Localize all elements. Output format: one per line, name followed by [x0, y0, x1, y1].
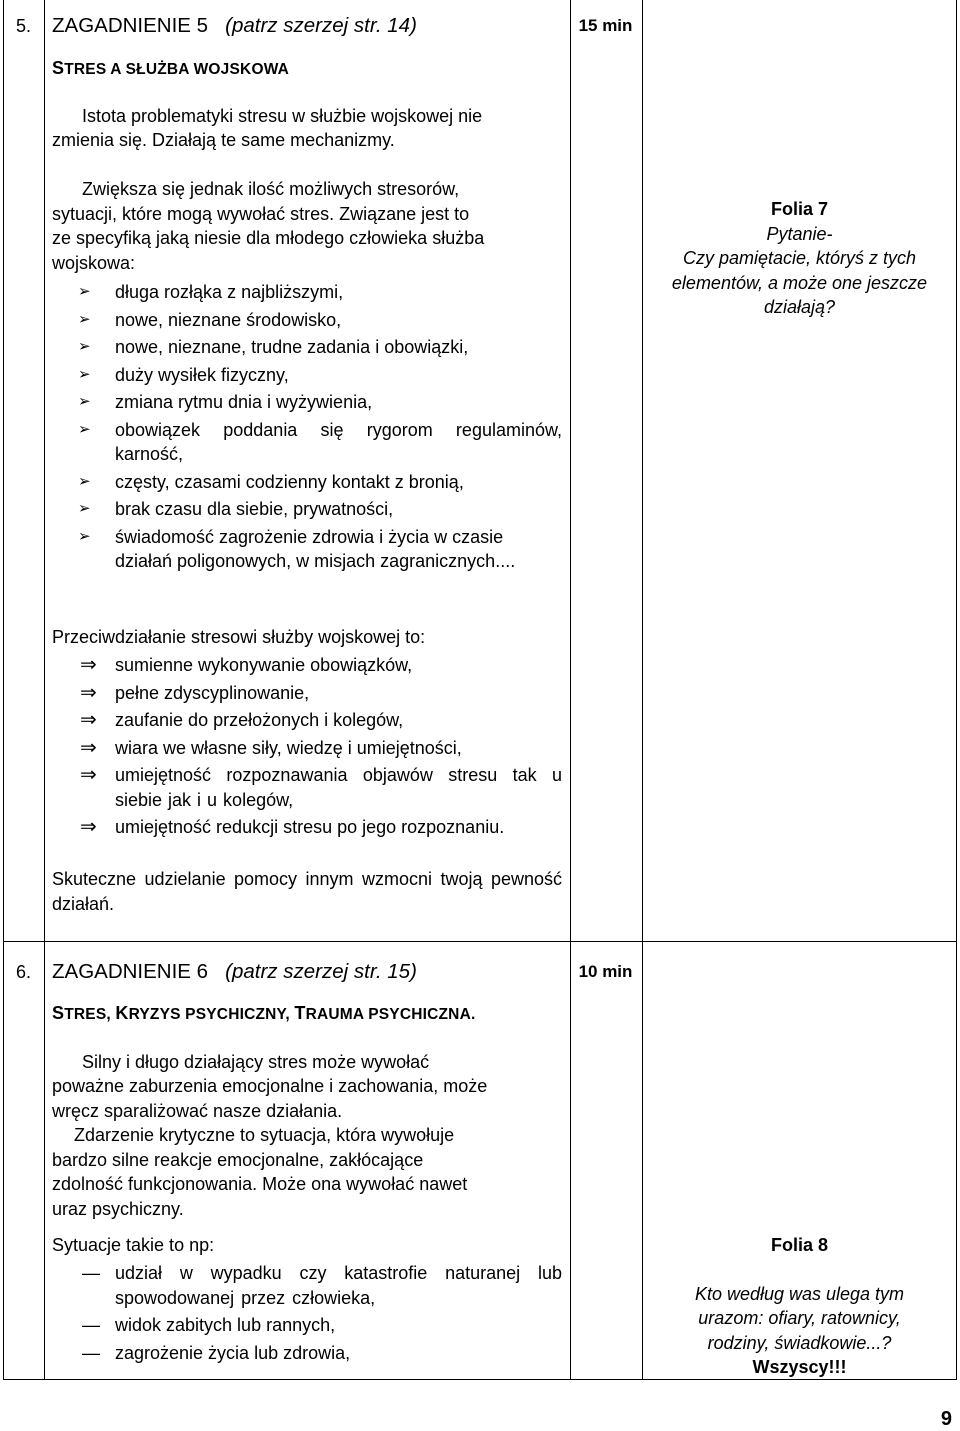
dash-icon: — — [82, 1315, 100, 1335]
column-divider-content — [570, 0, 571, 1380]
counter-intro: Przeciwdziałanie stresowi służby wojskowej to: — [52, 627, 426, 647]
situations-intro: Sytuacje takie to np: — [52, 1235, 215, 1255]
arrowhead-icon: ➢ — [78, 283, 91, 300]
double-arrow-icon: ⇒ — [80, 654, 97, 676]
section-title: ZAGADNIENIE 6 — [52, 960, 209, 983]
list-item: ➢ nowe, nieznane środowisko, — [52, 308, 562, 333]
section-subtitle: STRES A SŁUŻBA WOJSKOWA — [52, 58, 290, 78]
table-border-left — [3, 0, 4, 1380]
duration: 10 min — [578, 962, 633, 981]
arrowhead-icon: ➢ — [78, 472, 91, 490]
duration: 15 min — [578, 16, 633, 35]
section-reference: (patrz szerzej str. 15) — [225, 960, 417, 983]
arrowhead-icon: ➢ — [78, 338, 91, 355]
section-heading — [52, 960, 417, 984]
paragraph-line: ze specyfiką jaką niesie dla młodego człowieka służba — [52, 228, 485, 248]
list-item: ➢ zmiana rytmu dnia i wyżywienia, — [52, 390, 562, 415]
list-item: ⇒ pełne zdyscyplinowanie, — [80, 681, 310, 704]
section-reference: (patrz szerzej str. 14) — [225, 14, 417, 37]
list-item: ⇒ sumienne wykonywanie obowiązków, — [80, 654, 413, 676]
folia-7-note: Folia 7 Pytanie- Czy pamiętacie, któryś z tych elementów, a może one jeszcze działają? — [643, 197, 956, 320]
double-arrow-icon: ⇒ — [80, 816, 97, 838]
list-item: — widok zabitych lub rannych, — [52, 1313, 562, 1338]
arrowhead-icon: ➢ — [78, 500, 91, 517]
arrowhead-icon: ➢ — [78, 365, 91, 383]
situations-list — [52, 1261, 562, 1368]
counter-list — [52, 653, 562, 843]
dash-icon: — — [82, 1263, 100, 1283]
section-title: ZAGADNIENIE 5 — [52, 14, 209, 37]
arrowhead-icon: ➢ — [78, 393, 91, 410]
section-number: 6. — [16, 962, 32, 982]
stressor-list — [52, 280, 562, 577]
list-item: ⇒ wiara we własne siły, wiedzę i umiejętności, — [80, 736, 462, 759]
list-item: ➢ nowe, nieznane, trudne zadania i obowiązki, — [52, 335, 562, 360]
closing-paragraph: Skuteczne udzielanie pomocy innym wzmocni twoją pewność działań. — [52, 869, 562, 914]
double-arrow-icon: ⇒ — [80, 681, 97, 704]
folia-title: Folia 8 — [770, 1235, 828, 1255]
paragraph-line: zmienia się. Działają te same mechanizmy. — [52, 130, 395, 150]
double-arrow-icon: ⇒ — [80, 764, 97, 786]
folia-8-note: Folia 8 Kto według was ulega tym urazom: ofiary, ratownicy, rodziny, świadkowie...? Wszyscy!!! — [643, 1233, 956, 1380]
arrowhead-icon: ➢ — [78, 420, 91, 438]
table-border-right — [956, 0, 957, 1380]
list-item: ⇒ zaufanie do przełożonych i kolegów, — [80, 709, 404, 731]
paragraph-line: zdolność funkcjonowania. Może ona wywołać nawet — [52, 1174, 468, 1194]
list-item: ⇒ umiejętność rozpoznawania objawów stresu tak u siebie jak i u kolegów, — [80, 764, 562, 810]
double-arrow-icon: ⇒ — [80, 736, 97, 759]
list-item: ➢ duży wysiłek fizyczny, — [52, 363, 562, 388]
folia-answer: Wszyscy!!! — [752, 1357, 847, 1377]
paragraph-line: wojskowa: — [52, 253, 136, 273]
list-item: ➢ brak czasu dla siebie, prywatności, — [52, 497, 562, 522]
paragraph-line: Istota problematyki stresu w służbie wojskowej nie — [82, 106, 483, 126]
section-heading — [52, 14, 417, 38]
page-number: 9 — [940, 1408, 952, 1430]
list-item: ➢ częsty, czasami codzienny kontakt z bronią, — [52, 470, 562, 495]
dash-icon: — — [82, 1342, 100, 1363]
paragraph-line: uraz psychiczny. — [52, 1199, 184, 1219]
paragraph-line: Silny i długo działający stres może wywołać — [82, 1052, 430, 1072]
arrowhead-icon: ➢ — [78, 310, 91, 328]
paragraph-line: sytuacji, które mogą wywołać stres. Związane jest to — [52, 204, 470, 224]
paragraph-line: Zwiększa się jednak ilość możliwych stresorów, — [82, 179, 460, 199]
list-item: ➢ obowiązek poddania się rygorom regulaminów, karność, — [78, 419, 562, 464]
list-item: ⇒ umiejętność redukcji stresu po jego rozpoznaniu. — [80, 816, 505, 838]
folia-title: Folia 7 — [770, 199, 828, 219]
arrowhead-icon: ➢ — [78, 527, 91, 545]
list-item: ➢ świadomość zagrożenie zdrowia i życia w czasie działań poligonowych, w misjach zagranicznych.... — [78, 526, 516, 571]
column-divider-number — [44, 0, 45, 1380]
list-item: ➢ długa rozłąka z najbliższymi, — [52, 280, 562, 305]
paragraph-line: wręcz sparaliżować nasze działania. — [52, 1101, 343, 1121]
double-arrow-icon: ⇒ — [80, 709, 97, 731]
section-number: 5. — [16, 16, 32, 36]
section-subtitle: STRES, KRYZYS PSYCHICZNY, TRAUMA PSYCHICZNA. — [52, 1003, 476, 1023]
list-item: — udział w wypadku czy katastrofie naturanej lub spowodowanej przez człowieka, — [82, 1263, 562, 1308]
paragraph-line: bardzo silne reakcje emocjonalne, zakłócające — [52, 1150, 424, 1170]
list-item: — zagrożenie życia lub zdrowia, — [52, 1341, 562, 1366]
row-divider — [3, 941, 957, 942]
paragraph-line: Zdarzenie krytyczne to sytuacja, która wywołuje — [74, 1125, 455, 1145]
paragraph-line: poważne zaburzenia emocjonalne i zachowania, może — [52, 1076, 488, 1096]
